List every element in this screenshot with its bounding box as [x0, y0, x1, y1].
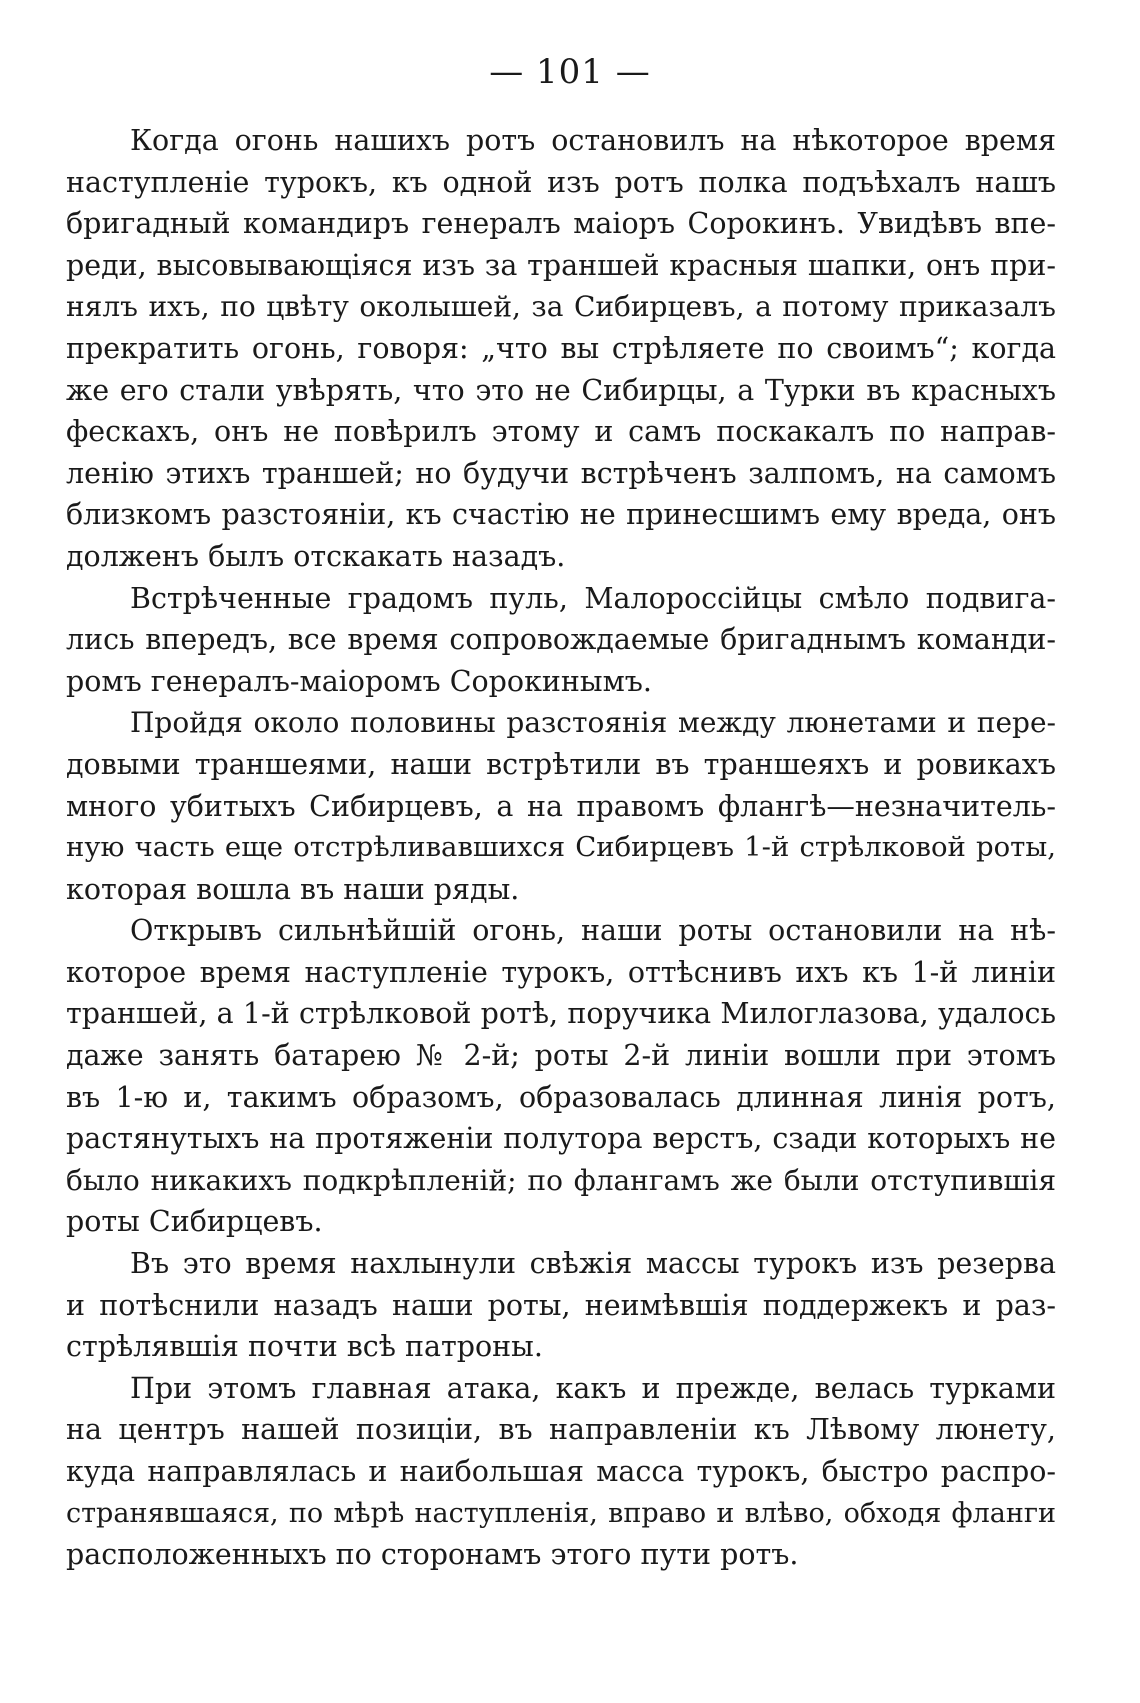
text-line: фескахъ, онъ не повѣрилъ этому и самъ поскакалъ по направ- — [66, 415, 1056, 449]
text-line: близкомъ разстояніи, къ счастію не принесшимъ ему вреда, онъ — [66, 498, 1056, 532]
text-line: которое время наступленіе турокъ, оттѣснивъ ихъ къ 1-й линіи — [66, 955, 1056, 989]
text-line: Открывъ сильнѣйшій огонь, наши роты остановили на нѣ- — [130, 914, 1056, 948]
text-line: растянутыхъ на протяженіи полутора верстъ, сзади которыхъ не — [66, 1122, 1056, 1156]
text-line: лись впередъ, все время сопровождаемые бригаднымъ команди- — [66, 623, 1056, 657]
paragraph-2 — [66, 578, 1056, 703]
text-line: много убитыхъ Сибирцевъ, а на правомъ флангѣ—незначитель- — [66, 789, 1056, 823]
text-line: расположенныхъ по сторонамъ этого пути ротъ. — [66, 1538, 799, 1572]
text-line: довыми траншеями, наши встрѣтили въ траншеяхъ и ровикахъ — [66, 747, 1056, 781]
text-line: При этомъ главная атака, какъ и прежде, велась турками — [130, 1371, 1056, 1405]
text-line: странявшаяся, по мѣрѣ наступленія, вправо и влѣво, обходя фланги — [66, 1497, 1056, 1529]
text-line: куда направлялась и наибольшая масса турокъ, быстро распро- — [66, 1455, 1056, 1488]
text-line: Когда огонь нашихъ ротъ остановилъ на нѣкоторое время — [130, 124, 1056, 157]
text-line: траншей, а 1-й стрѣлковой ротѣ, поручика Милоглазова, удалось — [66, 997, 1056, 1031]
text-line: же его стали увѣрять, что это не Сибирцы, а Турки въ красныхъ — [66, 373, 1056, 407]
text-line: было никакихъ подкрѣпленій; по флангамъ же были отступившія — [66, 1163, 1056, 1197]
text-line: Встрѣченные градомъ пуль, Малороссійцы смѣло подвига- — [130, 581, 1056, 615]
text-line: ромъ генералъ-маіоромъ Сорокинымъ. — [66, 664, 652, 698]
text-line: Пройдя около половины разстоянія между люнетами и пере- — [130, 706, 1056, 740]
body-text — [66, 120, 1056, 1576]
text-line: которая вошла въ наши ряды. — [66, 872, 520, 906]
text-line: и потѣснили назадъ наши роты, неимѣвшія поддержекъ и раз- — [66, 1288, 1056, 1322]
text-line: нялъ ихъ, по цвѣту околышей, за Сибирцевъ, а потому приказалъ — [66, 290, 1056, 324]
text-line: роты Сибирцевъ. — [66, 1205, 323, 1239]
text-line: реди, высовывающіяся изъ за траншей красныя шапки, онъ при- — [66, 248, 1056, 282]
paragraph-3 — [66, 702, 1056, 910]
page-number: — 101 — — [489, 52, 651, 92]
paragraph-1 — [66, 120, 1056, 578]
text-line: Въ это время нахлынули свѣжія массы турокъ изъ резерва — [130, 1247, 1056, 1281]
text-line: прекратить огонь, говоря: „что вы стрѣляете по своимъ“; когда — [66, 331, 1056, 365]
paragraph-5 — [66, 1243, 1056, 1368]
paragraph-4 — [66, 910, 1056, 1243]
text-line: въ 1-ю и, такимъ образомъ, образовалась длинная линія ротъ, — [66, 1080, 1056, 1114]
text-line: бригадный командиръ генералъ маіоръ Сорокинъ. Увидѣвъ впе- — [66, 207, 1056, 241]
text-line: на центръ нашей позиціи, въ направленіи къ Лѣвому люнету, — [66, 1413, 1056, 1447]
text-line: наступленіе турокъ, къ одной изъ ротъ полка подъѣхалъ нашъ — [66, 165, 1056, 199]
text-line: долженъ былъ отскакать назадъ. — [66, 539, 566, 573]
text-line: даже занять батарею № 2-й; роты 2-й линіи вошли при этомъ — [66, 1039, 1056, 1073]
paragraph-6 — [66, 1368, 1056, 1576]
text-line: ную часть еще отстрѣливавшихся Сибирцевъ 1-й стрѣлковой роты, — [66, 831, 1056, 864]
text-line: стрѣлявшія почти всѣ патроны. — [66, 1330, 543, 1364]
text-line: ленію этихъ траншей; но будучи встрѣченъ залпомъ, на самомъ — [66, 456, 1056, 490]
